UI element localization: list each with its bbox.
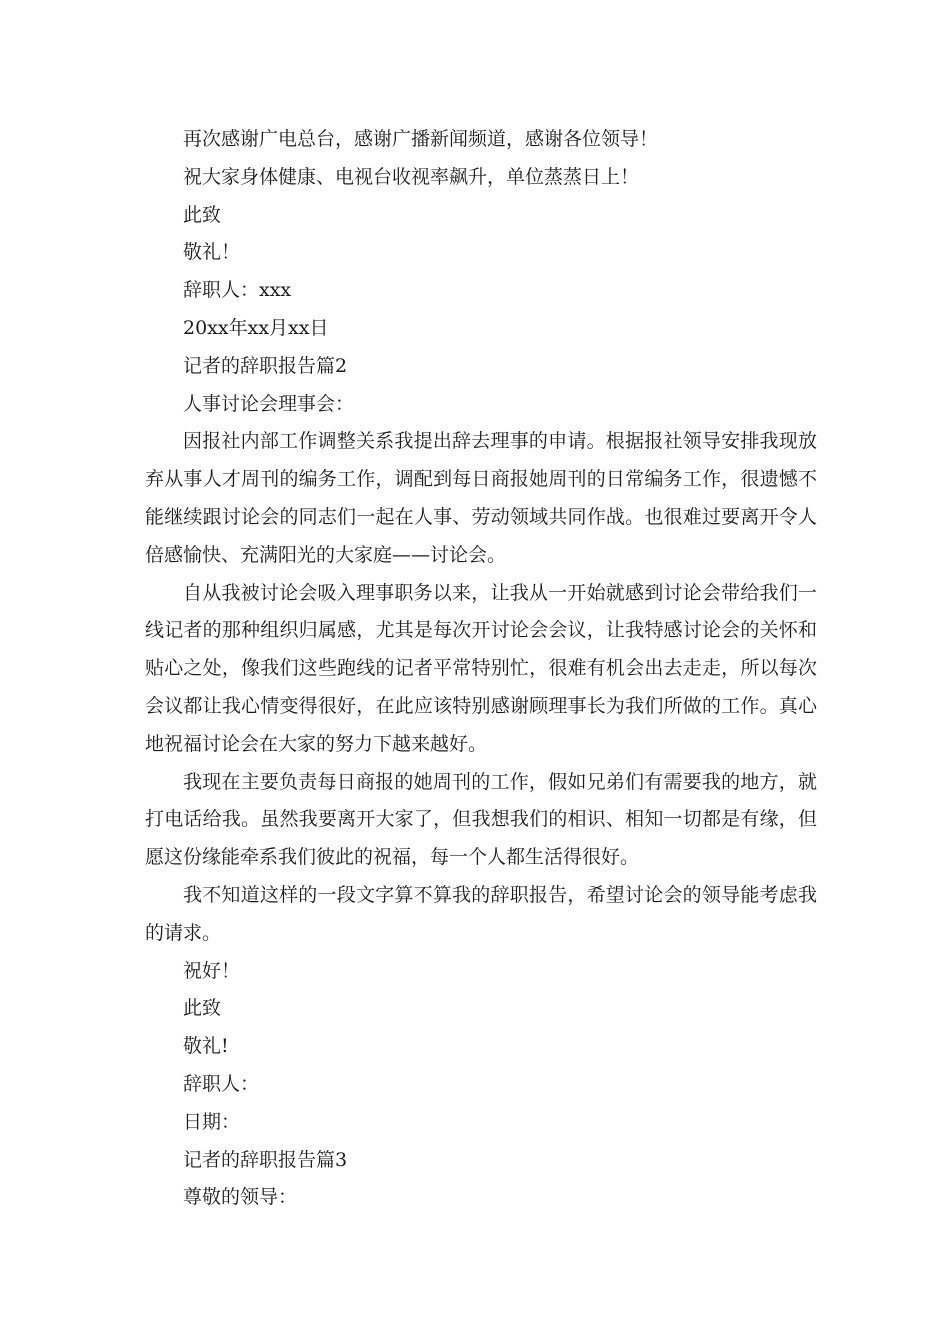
addressee-line: 人事讨论会理事会： [183,392,355,415]
section-heading-2: 记者的辞职报告篇2 [183,354,348,377]
closing-zhuhao: 祝好！ [183,959,241,982]
addressee-line-3: 尊敬的领导： [183,1186,298,1209]
resigner-label: 辞职人： [183,1072,260,1095]
resigner-line: 辞职人：xxx [183,279,292,302]
body-paragraph: 自从我被讨论会吸入理事职务以来，让我从一开始就感到讨论会带给我们一线记者的那种组织归属感，尤其是每次开讨论会会议，让我特感讨论会的关怀和贴心之处，像我们这些跑线的记者平常特别忙，很难有机会出去走走，所以每次会议都让我心情变得很好，在此应该特别感谢顾理事长为我们所做的工作。真心地祝福讨论会在大家的努力下越来越好。 [145,581,817,755]
salutation-cizhi: 此致 [183,203,222,226]
date-line: 20xx年xx月xx日 [183,316,329,339]
document-body [145,121,817,1217]
thanks-line: 再次感谢广电总台，感谢广播新闻频道，感谢各位领导！ [183,128,659,150]
body-paragraph: 我现在主要负责每日商报的她周刊的工作，假如兄弟们有需要我的地方，就打电话给我。虽然我要离开大家了，但我想我们的相识、相知一切都是有缘，但愿这份缘能牵系我们彼此的祝福，每一个人都生活得很好。 [145,770,817,869]
salutation-jingli: 敬礼！ [183,241,241,264]
section-heading-3: 记者的辞职报告篇3 [183,1148,348,1171]
closing-cizhi: 此致 [183,997,222,1020]
wishes-line: 祝大家身体健康、电视台收视率飙升，单位蒸蒸日上！ [183,165,640,188]
date-label: 日期： [183,1110,241,1133]
closing-jingli: 敬礼! [183,1035,229,1058]
body-paragraph: 我不知道这样的一段文字算不算我的辞职报告，希望讨论会的领导能考虑我的请求。 [145,883,817,944]
body-paragraph: 因报社内部工作调整关系我提出辞去理事的申请。根据报社领导安排我现放弃从事人才周刊的编务工作，调配到每日商报她周刊的日常编务工作，很遗憾不能继续跟讨论会的同志们一起在人事、劳动领域共同作战。也很难过要离开令人倍感愉快、充满阳光的大家庭——讨论会。 [145,430,817,566]
